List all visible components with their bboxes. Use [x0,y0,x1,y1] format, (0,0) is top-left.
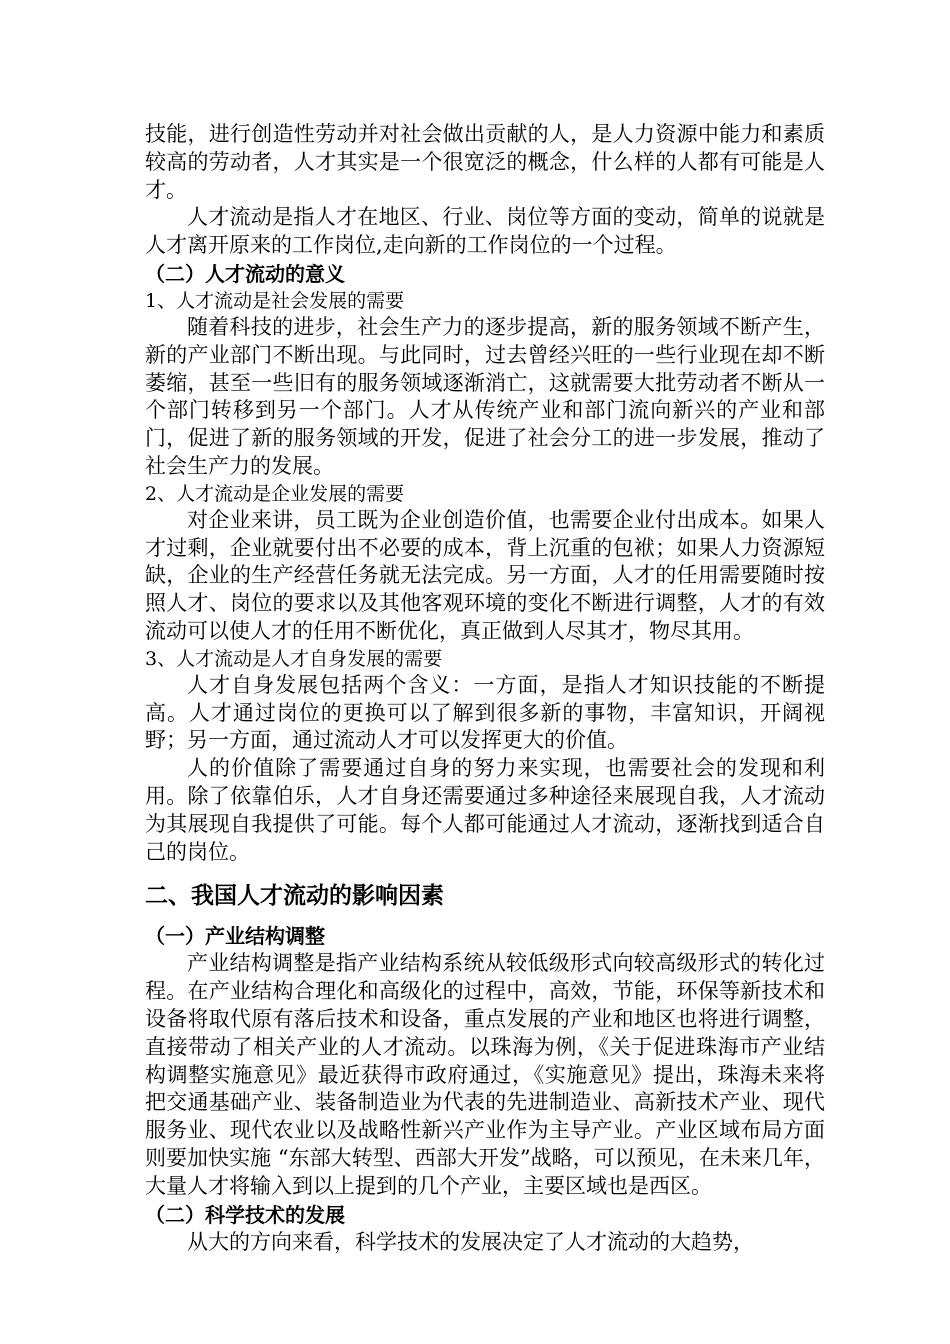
heading-technology-development: （二）科学技术的发展 [145,1202,345,1227]
heading-significance: （二）人才流动的意义 [145,261,345,286]
paragraph-industrial-structure: 产业结构调整是指产业结构系统从较低级形式向较高级形式的转化过程。在产业结构合理化和高级化的过程中，高效，节能，环保等新技术和设备将取代原有落后技术和设备，重点发展的产业和地区也将进行调整，直接带动了相关产业的人才流动。以珠海为例，《关于促进珠海市产业结构调整实施意见》最近获得市政府通过，《实施意见》提出，珠海未来将把交通基础产业、装备制造业为代表的先进制造业、高新技术产业、现代服务业、现代农业以及战略性新兴产业作为主导产业。产业区域布局方面则要加快实施 “东部大转型、西部大开发”战略，可以预见，在未来几年，大量人才将输入到以上提到的几个产业，主要区域也是西区。 [145,951,825,1198]
paragraph-talent-flow-definition: 人才流动是指人才在地区、行业、岗位等方面的变动，简单的说就是人才离开原来的工作岗位,走向新的工作岗位的一个过程。 [145,205,825,258]
item-heading-social-development: 1、人才流动是社会发展的需要 [145,289,405,312]
section-heading-influencing-factors: 二、我国人才流动的影响因素 [145,883,444,910]
paragraph-self-development-meaning: 人才自身发展包括两个含义：一方面，是指人才知识技能的不断提高。人才通过岗位的更换可以了解到很多新的事物，丰富知识，开阔视野；另一方面，通过流动人才可以发挥更大的价值。 [145,672,825,753]
paragraph-enterprise-development: 对企业来讲，员工既为企业创造价值，也需要企业付出成本。如果人才过剩，企业就要付出不必要的成本，背上沉重的包袱；如果人力资源短缺，企业的生产经营任务就无法完成。另一方面，人才的任用需要随时按照人才、岗位的要求以及其他客观环境的变化不断进行调整，人才的有效流动可以使人才的任用不断优化，真正做到人尽其才，物尽其用。 [145,507,825,643]
heading-industrial-structure: （一）产业结构调整 [145,924,325,949]
paragraph-self-development-value: 人的价值除了需要通过自身的努力来实现，也需要社会的发现和利用。除了依靠伯乐，人才自身还需要通过多种途径来展现自我，人才流动为其展现自我提供了可能。每个人都可能通过人才流动，逐渐找到适合自己的岗位。 [145,756,825,864]
item-heading-enterprise-development: 2、人才流动是企业发展的需要 [145,482,405,505]
paragraph-technology-development: 从大的方向来看，科学技术的发展决定了人才流动的大趋势， [187,1229,754,1254]
paragraph-social-development: 随着科技的进步，社会生产力的逐步提高，新的服务领域不断产生，新的产业部门不断出现。与此同时，过去曾经兴旺的一些行业现在却不断萎缩，甚至一些旧有的服务领域逐渐消亡，这就需要大批劳动者不断从一个部门转移到另一个部门。人才从传统产业和部门流向新兴的产业和部门，促进了新的服务领域的开发，促进了社会分工的进一步发展，推动了社会生产力的发展。 [145,314,825,478]
item-heading-self-development: 3、人才流动是人才自身发展的需要 [145,647,443,670]
paragraph-talent-definition-continued: 技能，进行创造性劳动并对社会做出贡献的人，是人力资源中能力和素质较高的劳动者，人才其实是一个很宽泛的概念，什么样的人都有可能是人才。 [145,122,825,202]
document-page [145,121,825,1256]
